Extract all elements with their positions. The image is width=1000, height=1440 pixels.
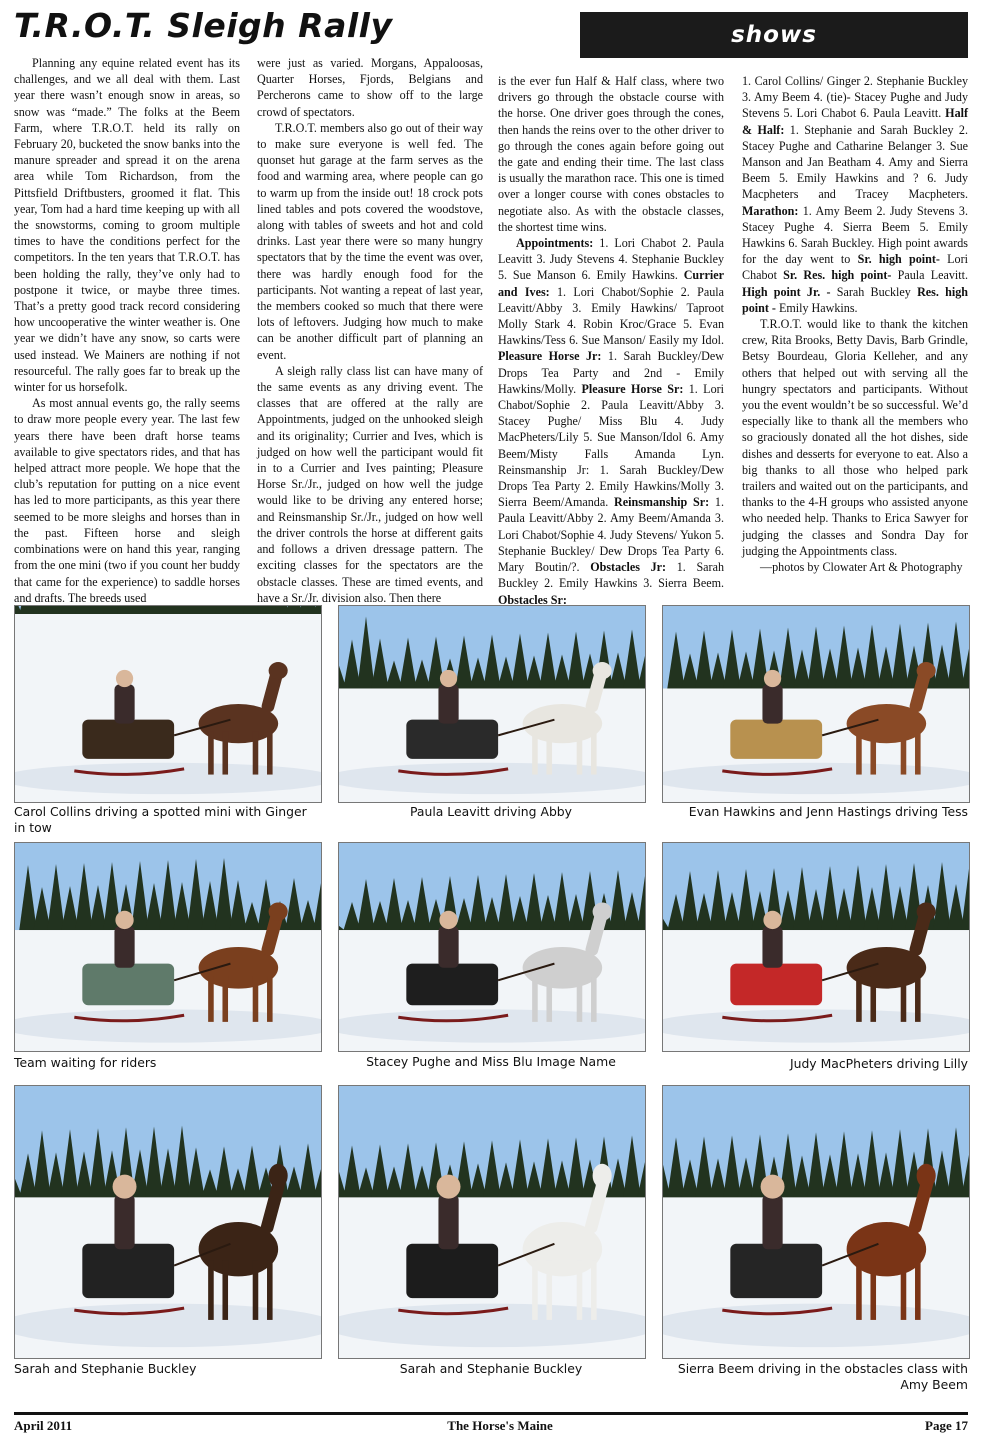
horse-head xyxy=(593,1164,612,1188)
article-paragraph: As most annual events go, the rally seems to draw more people every year. The last few years there have been draft horse teams available to give spectators rides, and that has helped attract more people. We hope that the club’s reputation for putting on a nice event has led to more participants, as this year there seemed to be more sleighs and horses than in the past. Fifteen horse and sleigh combinations were on hand this year, ranging from the one mini (two if you count her buddy that came for the experience) to saddle horses and drafts. The breeds used xyxy=(14,396,240,605)
result-text: 1. Carol Collins/ Ginger 2. Stephanie Buckley 3. Amy Beem 4. (tie)- Stacey Pughe and Judy Stevens 5. Lori Chabot 6. Paula Leavitt. xyxy=(742,74,968,121)
photo-image xyxy=(663,606,969,802)
horse-head xyxy=(269,1164,288,1188)
photo-caption: Team waiting for riders xyxy=(14,1055,157,1070)
result-label: Marathon: xyxy=(742,203,799,218)
footer-rule xyxy=(14,1412,968,1415)
result-label: Half & Half: xyxy=(742,106,968,137)
photo-caption: Paula Leavitt driving Abby xyxy=(409,804,573,819)
snow-shadow xyxy=(339,763,645,794)
results-paragraph xyxy=(742,73,968,316)
driver-body xyxy=(438,1195,458,1249)
article-paragraph: T.R.O.T. members also go out of their way to make sure everyone is well fed. The quonset hut garage at the farm serves as the food and warming area, where people can go to warm up from the inside out! 18 crock pots lined tables and pots covered the woodstove, along with tables of sweets and hot and cold drinks. Last year there were so many hungry spectators that by the time the event was over, there was hardly enough food for the participants. Not wanting a repeat of last year, the members cooked so much that there were lots of leftovers. Judging how much to make can be another difficult part of planning an event. xyxy=(257,120,483,362)
photo-caption: Sierra Beem driving in the obstacles class with Amy Beem xyxy=(677,1361,968,1392)
sleigh-body xyxy=(730,964,822,1006)
photo-caption: Stacey Pughe and Miss Blu Image Name xyxy=(366,1054,616,1069)
article-column-3 xyxy=(498,73,724,608)
horse-head xyxy=(269,662,288,679)
driver-head xyxy=(116,670,133,687)
result-label: Obstacles Sr: xyxy=(498,592,567,607)
sleigh-body xyxy=(82,964,174,1006)
result-label: Sr. high point- xyxy=(857,252,940,267)
photo-carol-collins xyxy=(14,605,322,803)
driver-body xyxy=(762,1195,782,1249)
result-text: 1. Sarah Buckley 2. Emily Hawkins 3. Sierra Beem. xyxy=(498,560,724,591)
driver-body xyxy=(114,684,134,723)
result-text: 1. Lori Chabot/Sophie 2. Paula Leavitt/Abby 3. Stacey Pughe/ Miss Blu 4. Judy MacPheters/Lily 5. Sue Manson/Idol 6. Amy Beem/Misty Falls Amanda Lyn. Reinsmanship Jr: 1. Sarah Buckley/Dew Drops Tea Party 2. Emily Hawkins/Molly 3. Sierra Beem/Amanda. xyxy=(498,381,724,510)
result-text: Lori Chabot xyxy=(742,252,968,283)
photo-caption: Sarah and Stephanie Buckley xyxy=(14,1361,197,1376)
photo-caption: Sarah and Stephanie Buckley xyxy=(399,1361,583,1376)
photo-sierra-beem xyxy=(662,1085,970,1359)
article-paragraph: were just as varied. Morgans, Appaloosas, Quarter Horses, Fjords, Belgians and Percherons came to show off to the large crowd of spectators. xyxy=(257,56,483,119)
result-text: 1. Lori Chabot 2. Paula Leavitt 3. Judy Stevens 4. Stephanie Buckley 5. Sue Manson 6. Emily Hawkins. xyxy=(498,236,724,283)
article-column-4 xyxy=(742,73,968,575)
footer-page: Page 17 xyxy=(925,1418,968,1433)
photo-team-waiting xyxy=(14,842,322,1052)
driver-head xyxy=(113,1175,137,1199)
snow-shadow xyxy=(15,1009,321,1042)
thanks-paragraph: T.R.O.T. would like to thank the kitchen crew, Rita Brooks, Betty Davis, Barb Grindle, Betsy Bourdeau, Gloria Kelleher, and any others that helped out with serving all the hungry spectators and participants. Without you the event wouldn’t be so successful. We’d especially like to thank all the members who so graciously donated all the hot dishes, side dishes and desserts for everyone to eat. Also a big thanks to all those who helped park trailers and waited out on the participants, and thanks to the 4-H groups who assisted anyone who needed help. Thanks to Erica Sawyer for judging the classes and Sondra Day for judging the Appointments class. xyxy=(742,317,968,558)
article-title: T.R.O.T. Sleigh Rally xyxy=(14,6,393,45)
snow-shadow xyxy=(663,763,969,794)
article-paragraph: Planning any equine related event has its challenges, and we all deal with them. Last year there wasn’t enough snow in areas, so snow was “made.” The folks at the Beem Farm, where T.R.O.T. held its rally on February 20, bucketed the snow banks into the manure spreader and spread it on the arena area while Tom Richardson, from the Pittsfield Driftbusters, groomed it flat. This year, Tom had a hard time keeping up with all the snowstorms, coming to groom multiple times to have the conditions perfect for the competitors. In the ten years that T.R.O.T. has been holding the rally, they’ve only had to postpone it twice, or maybe three times. That’s a pretty good track record considering how uncooperative the winter weather is. One year we didn’t have any snow, so carts were used instead. We Mainers are nothing if not resourceful. The rally goes far to break up the winter for us horsefolk. xyxy=(14,56,240,395)
sleigh-body xyxy=(406,964,498,1006)
section-label: shows xyxy=(731,22,817,48)
sleigh-body xyxy=(406,720,498,759)
snow-shadow xyxy=(663,1009,969,1042)
driver-head xyxy=(115,911,133,929)
photo-paula-leavitt xyxy=(338,605,646,803)
driver-body xyxy=(438,684,458,723)
photo-stacey-pughe xyxy=(338,842,646,1052)
sleigh-body xyxy=(730,1244,822,1298)
result-text: Paula Leavitt. xyxy=(891,268,968,283)
result-label: Sr. Res. high point- xyxy=(783,268,892,283)
results-paragraph xyxy=(498,235,724,608)
driver-body xyxy=(762,926,782,968)
photo-image xyxy=(339,606,645,802)
horse-head xyxy=(917,902,936,920)
snow-shadow xyxy=(339,1009,645,1042)
driver-head xyxy=(763,911,781,929)
photo-judy-macpheters xyxy=(662,842,970,1052)
section-banner xyxy=(580,12,968,58)
photo-image xyxy=(339,1086,645,1358)
result-text: 1. Paula Leavitt/Abby 2. Amy Beem/Amanda 3. Lori Chabot/Sophie 4. Judy Stevens/ Yukon 5. Stephanie Buckley/ Dew Drops Tea Party 6. Mary Boutin/?. xyxy=(498,495,724,575)
result-label: High point Jr. - xyxy=(742,284,831,299)
result-text: Emily Hawkins. xyxy=(775,300,858,315)
photo-image xyxy=(663,1086,969,1358)
result-text: 1. Lori Chabot/Sophie 2. Paula Leavitt/Abby 3. Emily Hawkins/ Taproot Molly Stark 4. Robin Kroc/Grace 5. Evan Hawkins/Tess 6. Sue Manson/ Easily my Idol. xyxy=(498,284,724,348)
driver-head xyxy=(439,911,457,929)
footer-date: April 2011 xyxy=(14,1418,73,1433)
snow-shadow xyxy=(15,763,321,794)
result-text: 1. Amy Beem 2. Judy Stevens 3. Stacey Pughe 4. Sierra Beem 5. Emily Hawkins 6. Sarah Buckley. High point awards for the day went to xyxy=(742,203,968,267)
horse-head xyxy=(593,902,612,920)
driver-body xyxy=(438,926,458,968)
result-text: Sarah Buckley xyxy=(830,284,918,299)
photo-credit: —photos by Clowater Art & Photography xyxy=(760,560,963,575)
sleigh-body xyxy=(406,1244,498,1298)
photo-caption: Evan Hawkins and Jenn Hastings driving Tess xyxy=(688,804,968,819)
horse-head xyxy=(917,662,936,679)
photo-buckley-1 xyxy=(14,1085,322,1359)
result-label: Currier and Ives: xyxy=(498,268,724,299)
result-label: Appointments: xyxy=(516,236,594,251)
result-label: Reinsmanship Sr: xyxy=(614,495,710,510)
horse-head xyxy=(917,1164,936,1188)
driver-head xyxy=(764,670,781,687)
article-column-1 xyxy=(14,55,240,606)
photo-caption: Carol Collins driving a spotted mini with Ginger in tow xyxy=(14,804,307,835)
result-text: 1. Stephanie and Sarah Buckley 2. Stacey Pughe and Catharine Belanger 3. Sue Manson and Jan Beatham 4. Amy and Sierra Beem 5. Emily Hawkins and ? 6. Judy Macpheters and Tracey Macpheters. xyxy=(742,122,968,202)
driver-body xyxy=(762,684,782,723)
photo-evan-hawkins xyxy=(662,605,970,803)
result-label: Obstacles Jr: xyxy=(590,560,667,575)
horse-head xyxy=(269,902,288,920)
article-paragraph: A sleigh rally class list can have many of the same events as any driving event. The classes that are offered at the rally are Appointments, judged on the unhooked sleigh and its originality; Currier and Ives, which is judged on how well the participant would fit in to a Currier and Ives painting; Pleasure Horse Sr./Jr., judged on how well the judge would like to be driving any entered horse; and Reinsmanship Sr./Jr., judged on how well the driver controls the horse at different gaits and follows a driven dressage pattern. The exciting classes for the spectators are the obstacle classes. These are timed events, and have a Sr./Jr. division also. Then there xyxy=(257,363,483,605)
photo-caption: Judy MacPheters driving Lilly xyxy=(789,1056,968,1071)
photo-image xyxy=(663,843,969,1051)
result-text: 1. Sarah Buckley/Dew Drops Tea Party and 2nd - Emily Hawkins/Molly. xyxy=(498,349,724,396)
photo-image xyxy=(15,1086,321,1358)
article-paragraph: is the ever fun Half & Half class, where two drivers go through the obstacle course with the horse. One driver goes through the cones, then hands the reins over to the other driver to go through the cones again before going out the gate and ending their time. The last class is usually the marathon race. This one is timed over a longer course with cones obstacles to negotiate also. As with the obstacle classes, the shortest time wins. xyxy=(498,74,724,234)
article-column-2 xyxy=(257,55,483,606)
driver-body xyxy=(114,926,134,968)
sleigh-body xyxy=(82,1244,174,1298)
photo-buckley-2 xyxy=(338,1085,646,1359)
footer-publication: The Horse's Maine xyxy=(447,1418,553,1433)
driver-head xyxy=(761,1175,785,1199)
result-label: Pleasure Horse Sr: xyxy=(581,381,684,396)
photo-image xyxy=(15,843,321,1051)
horse-head xyxy=(593,662,612,679)
photo-image xyxy=(339,843,645,1051)
driver-body xyxy=(114,1195,134,1249)
result-label: Pleasure Horse Jr: xyxy=(498,349,602,364)
sleigh-body xyxy=(82,720,174,759)
photo-image xyxy=(15,606,321,802)
sleigh-body xyxy=(730,720,822,759)
result-label: Res. high point - xyxy=(742,284,968,315)
driver-head xyxy=(437,1175,461,1199)
driver-head xyxy=(440,670,457,687)
